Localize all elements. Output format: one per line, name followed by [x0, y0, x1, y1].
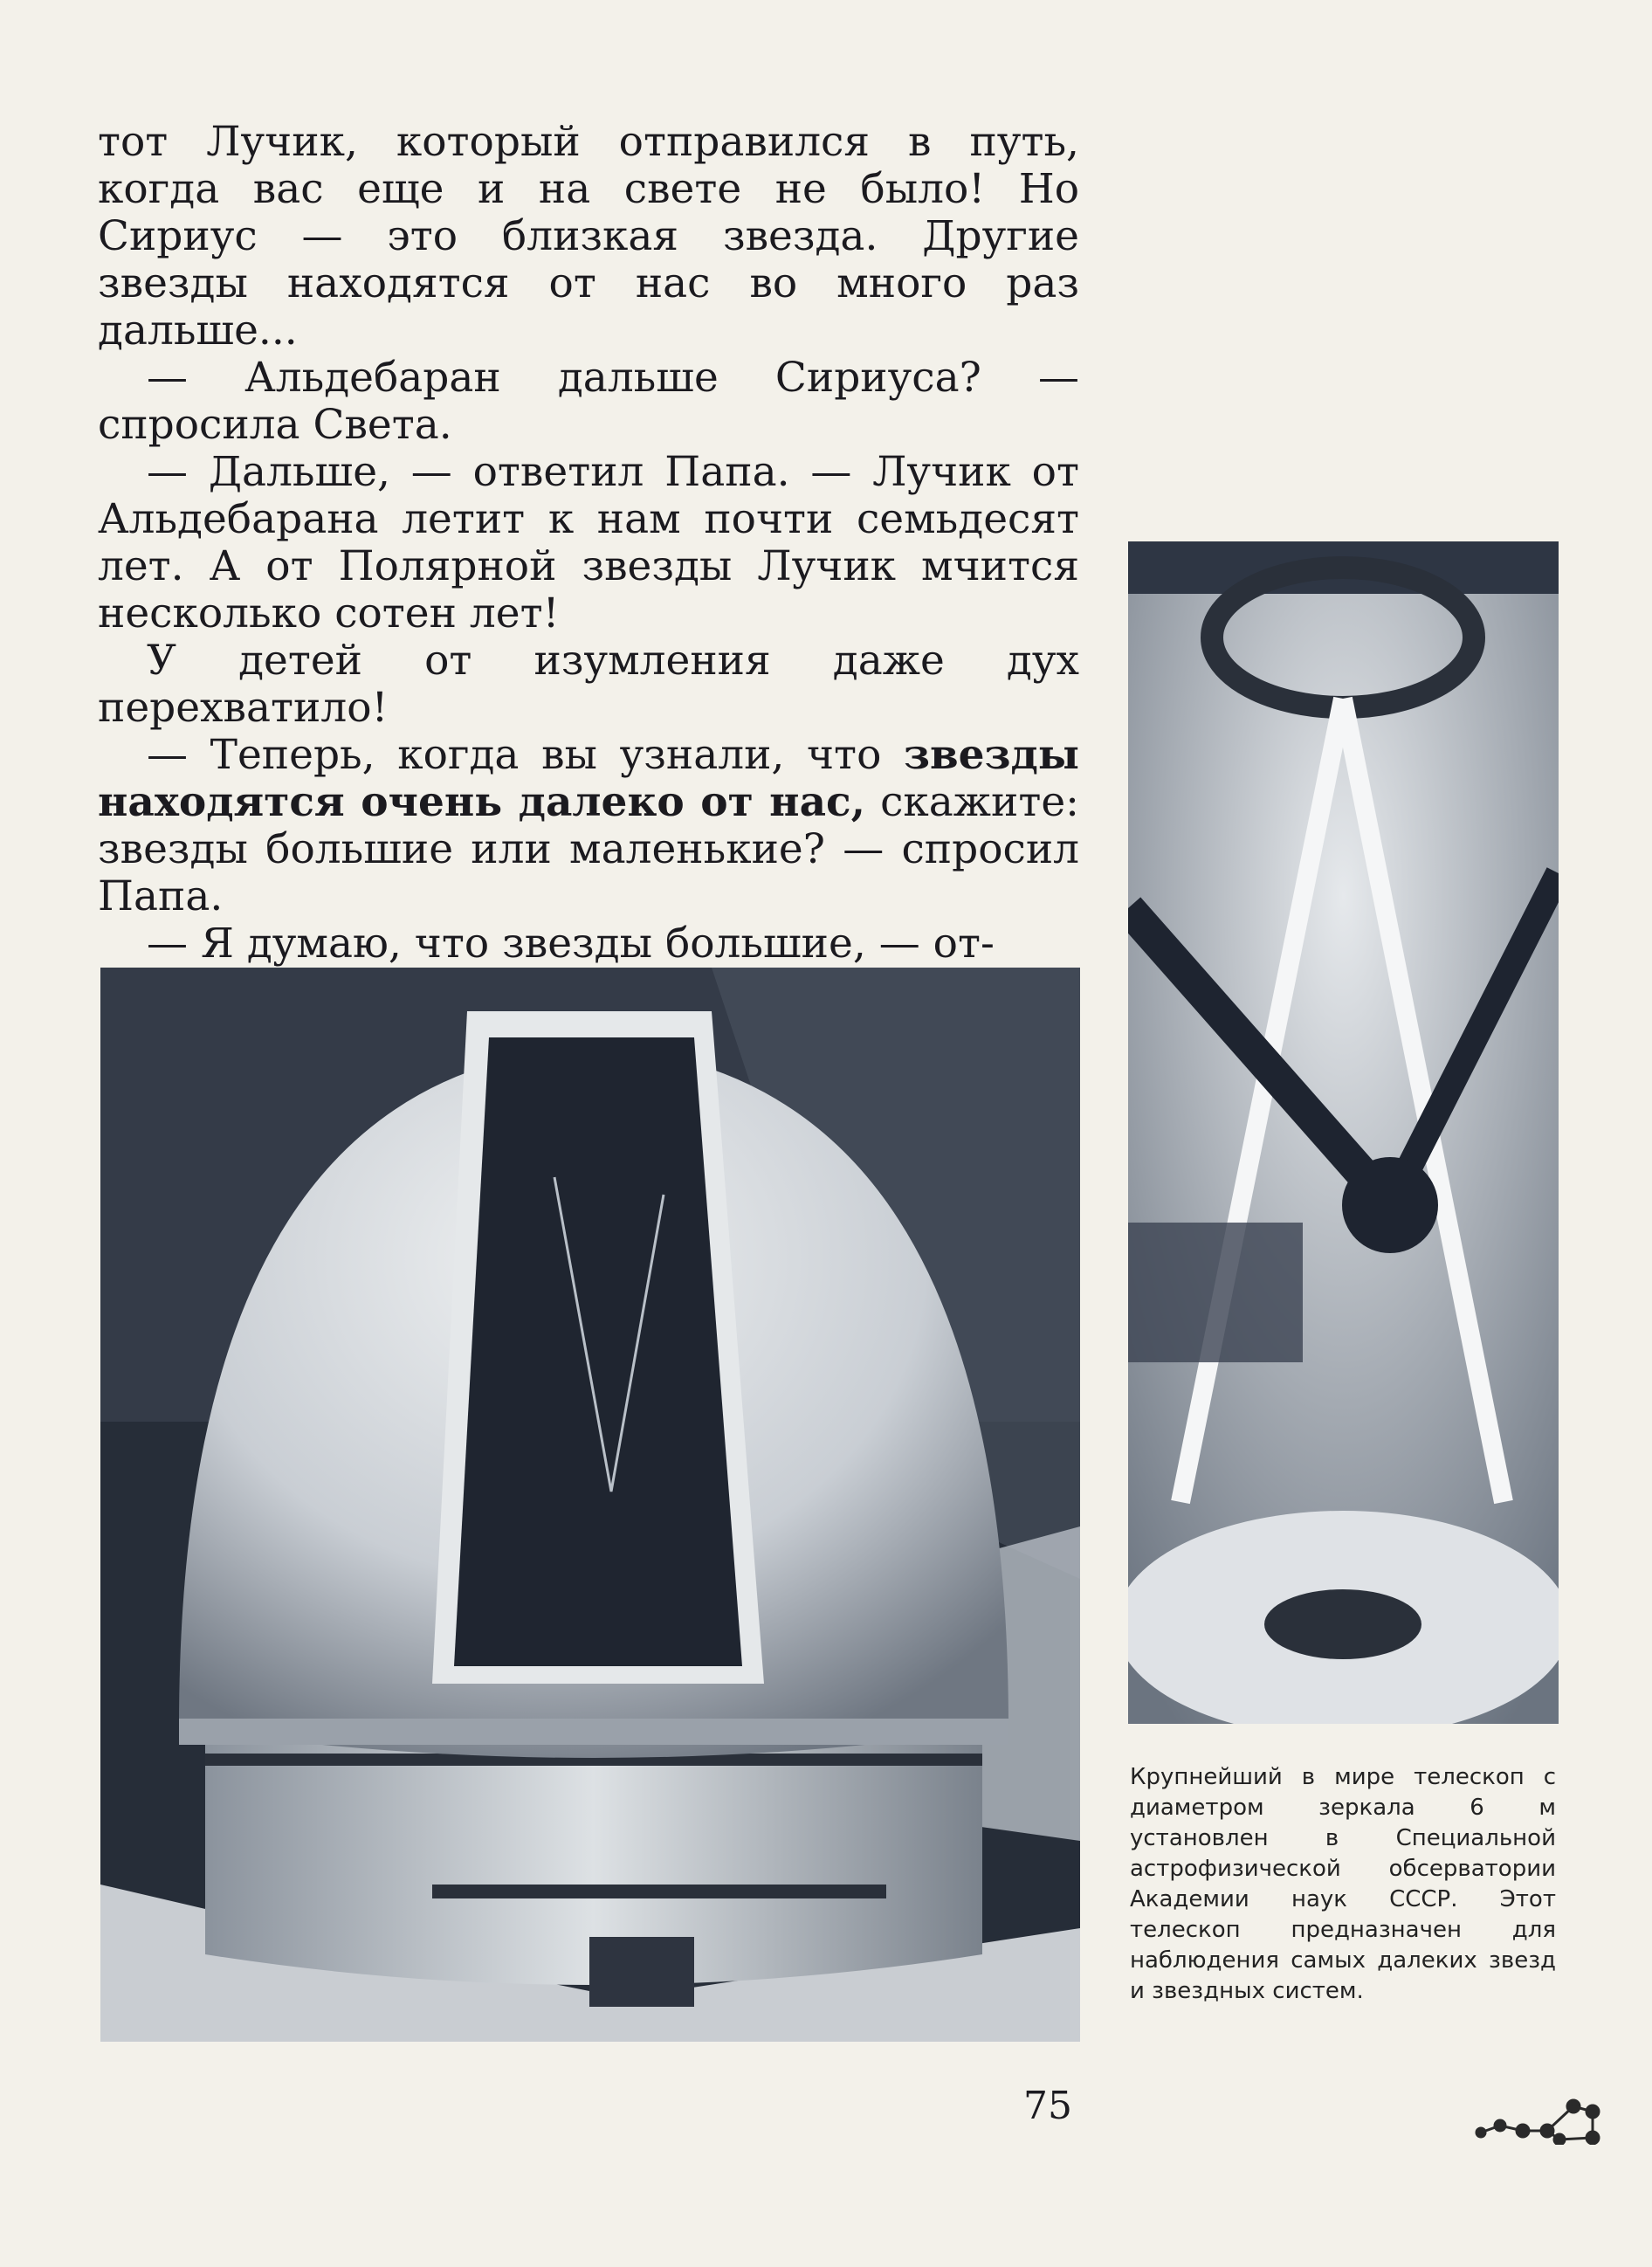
- telescope-illustration: [1128, 541, 1559, 1724]
- telescope-caption: Крупнейший в мире телескоп с диаметром зеркала 6 м установлен в Специальной астрофизической обсерватории Академии наук СССР. Этот телескоп предназначен для наблюдения самых далеких звезд и звездных систем.: [1130, 1764, 1556, 2004]
- paragraph-5: [98, 732, 1079, 920]
- constellation-ornament-icon: [1472, 2092, 1603, 2145]
- page-number: 75: [1023, 2084, 1072, 2128]
- paragraph-6: — Я думаю, что звезды большие, — от-: [147, 920, 995, 968]
- paragraph-4: У детей от изумления даже дух перехватило!: [98, 637, 1079, 732]
- dome-illustration: [100, 968, 1080, 2042]
- body-text: [98, 119, 1079, 968]
- telescope-interior-photo: [1128, 541, 1559, 1724]
- paragraph-3: — Дальше, — ответил Папа. — Лучик от Альдебарана летит к нам почти семьдесят лет. А от Полярной звезды Лучик мчится несколько сотен лет!: [98, 448, 1079, 637]
- paragraph-5-end: скажите: звезды большие или маленькие? — спросил Папа.: [98, 778, 1079, 920]
- paragraph-1: тот Лучик, который отправился в путь, когда вас еще и на свете не было! Но Сириус — это близкая звезда. Другие звезды находятся от нас во много раз дальше...: [98, 118, 1079, 355]
- paragraph-5-bold: звезды находятся очень далеко от нас,: [98, 731, 1079, 826]
- observatory-dome-photo: [100, 968, 1080, 2042]
- paragraph-5-start: — Теперь, когда вы узнали, что: [147, 731, 904, 779]
- paragraph-2: — Альдебаран дальше Сириуса? — спросила Света.: [98, 354, 1079, 449]
